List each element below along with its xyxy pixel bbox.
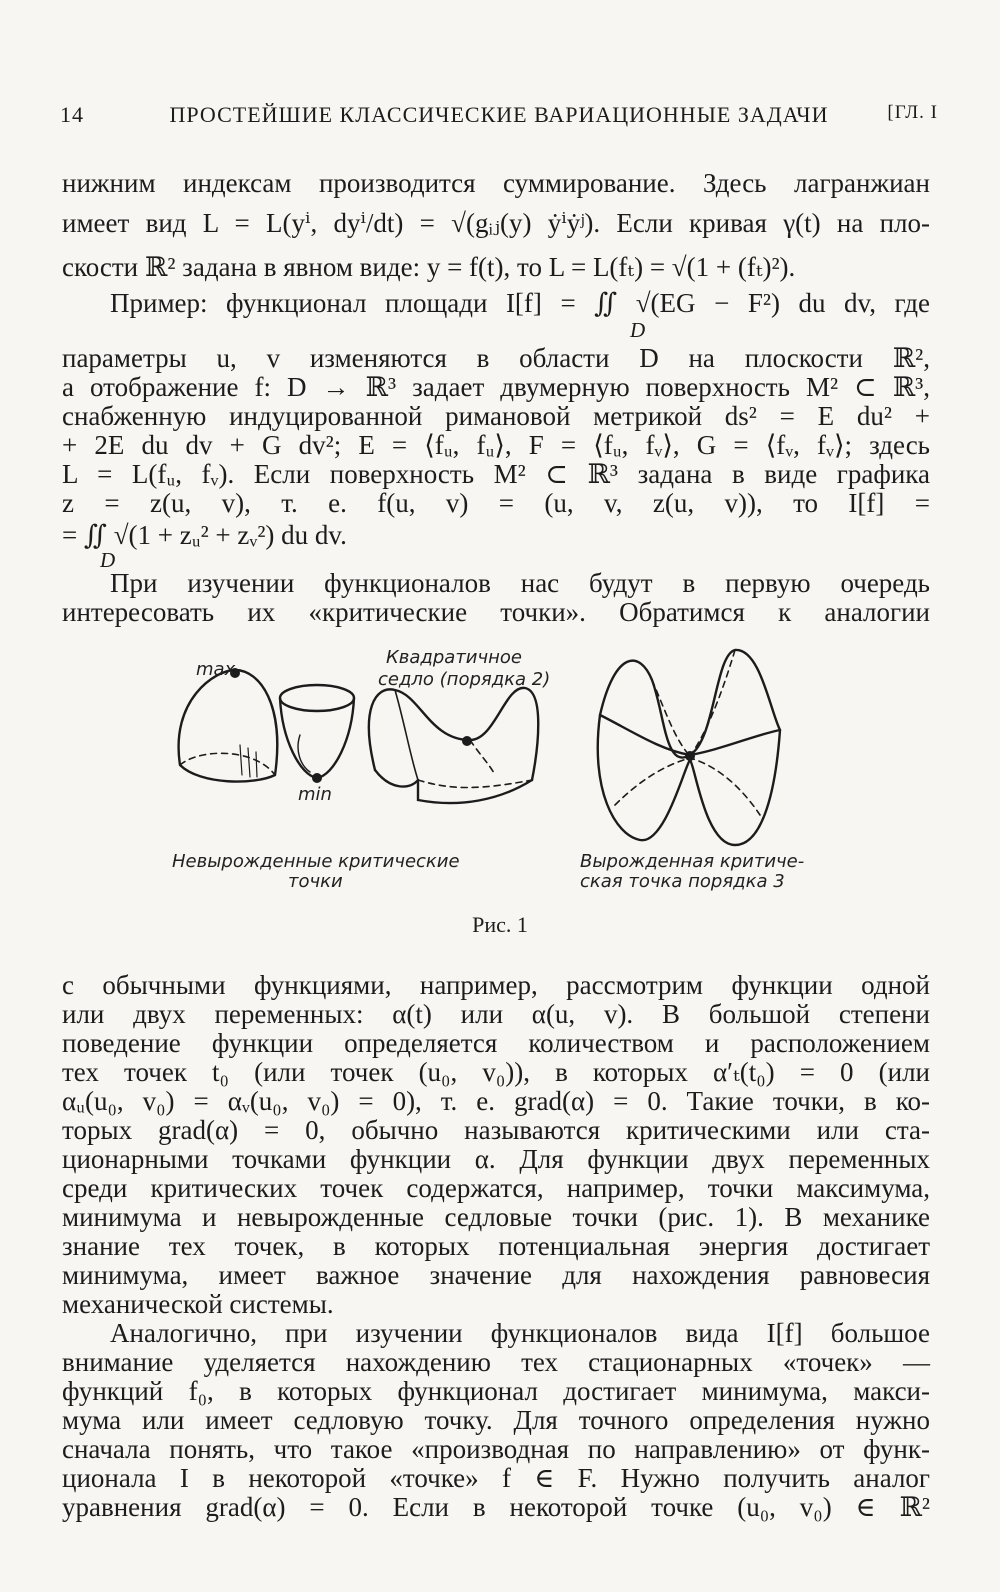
text-line: функций f₀, в которых функционал достигает минимума, макси- <box>62 1376 930 1406</box>
text-line: скости ℝ² задана в явном виде: y = f(t), то L = L(fₜ) = √(1 + (fₜ)²). <box>62 252 796 282</box>
text-line: мума или имеет седловую точку. Для точного определения нужно <box>62 1405 930 1435</box>
label-saddle-line1: Квадратичное <box>386 647 522 668</box>
text-line: αᵤ(u₀, v₀) = αᵥ(u₀, v₀) = 0), т. е. grad(α) = 0. Такие точки, в ко- <box>62 1086 930 1116</box>
text-line: При изучении функционалов нас будут в первую очередь <box>110 568 930 598</box>
label-min: min <box>298 784 332 805</box>
integral-subscript: D <box>100 548 116 572</box>
text-line: минимума и невырожденные седловые точки (рис. 1). В механике <box>62 1202 930 1232</box>
figure-caption: Рис. 1 <box>472 912 528 937</box>
saddle-surface <box>369 688 538 803</box>
min-point <box>312 773 322 783</box>
text-line: ционала I в некоторой «точке» f ∈ F. Нужно получить аналог <box>62 1463 930 1493</box>
label-max: max <box>196 659 236 680</box>
integral-subscript: D <box>630 318 646 342</box>
text-line: интересовать их «критические точки». Обратимся к аналогии <box>62 597 930 627</box>
text-line: + 2E du dv + G dv²; E = ⟨fᵤ, fᵤ⟩, F = ⟨fᵤ, fᵥ⟩, G = ⟨fᵥ, fᵥ⟩; здесь <box>62 430 930 460</box>
running-header <box>60 102 938 132</box>
text-line: уравнения grad(α) = 0. Если в некоторой точке (u₀, v₀) ∈ ℝ² <box>62 1492 930 1522</box>
text-line: нижним индексам производится суммирование. Здесь лагранжиан <box>62 168 930 198</box>
text-line: z = z(u, v), т. е. f(u, v) = (u, v, z(u, v)), то I[f] = <box>62 488 930 518</box>
monkey-saddle <box>598 650 780 845</box>
text-line: Пример: функционал площади I[f] = ∬ √(EG − F²) du dv, где <box>110 288 930 318</box>
label-degenerate-line2: ская точка порядка 3 <box>580 871 785 892</box>
text-line: минимума, имеет важное значение для нахождения равновесия <box>62 1260 930 1290</box>
text-line: тех точек t₀ (или точек (u₀, v₀)), в которых α′ₜ(t₀) = 0 (или <box>62 1057 930 1087</box>
text-line: среди критических точек содержатся, например, точки максимума, <box>62 1173 930 1203</box>
label-nondegenerate-line2: точки <box>288 871 343 892</box>
text-line: или двух переменных: α(t) или α(u, v). В большой степени <box>62 999 930 1029</box>
text-line: с обычными функциями, например, рассмотрим функции одной <box>62 970 930 1000</box>
min-surface <box>280 685 354 783</box>
degenerate-point <box>685 751 695 761</box>
text-line: торых grad(α) = 0, обычно называются критическими или ста- <box>62 1115 930 1145</box>
figure-critical-points <box>160 640 840 920</box>
text-line: снабженную индуцированной римановой метрикой ds² = E du² + <box>62 401 930 431</box>
text-line: имеет вид L = L(yⁱ, dyⁱ/dt) = √(gᵢⱼ(y) ẏⁱẏʲ). Если кривая γ(t) на пло- <box>62 208 930 238</box>
label-degenerate-line1: Вырожденная критиче- <box>580 851 805 872</box>
text-line: механической системы. <box>62 1289 334 1319</box>
text-line: внимание уделяется нахождению тех стационарных «точек» — <box>62 1347 930 1377</box>
text-line: поведение функции определяется количеством и расположением <box>62 1028 930 1058</box>
text-line: а отображение f: D → ℝ³ задает двумерную поверхность M² ⊂ ℝ³, <box>62 372 930 402</box>
text-line: знание тех точек, в которых потенциальная энергия достигает <box>62 1231 930 1261</box>
text-line: ционарными точками функции α. Для функции двух переменных <box>62 1144 930 1174</box>
chapter-marker: [ГЛ. I <box>887 102 938 123</box>
text-line: Аналогично, при изучении функционалов вида I[f] большое <box>110 1318 930 1348</box>
text-line: параметры u, v изменяются в области D на плоскости ℝ², <box>62 343 930 373</box>
running-title: ПРОСТЕЙШИЕ КЛАССИЧЕСКИЕ ВАРИАЦИОННЫЕ ЗАДАЧИ <box>169 102 829 127</box>
max-surface <box>179 668 278 782</box>
saddle-point <box>462 736 472 746</box>
label-nondegenerate-line1: Невырожденные критические <box>172 851 460 872</box>
text-line: сначала понять, что такое «производная по направлению» от функ- <box>62 1434 930 1464</box>
text-line: L = L(fᵤ, fᵥ). Если поверхность M² ⊂ ℝ³ задана в виде графика <box>62 459 930 489</box>
label-saddle-line2: седло (порядка 2) <box>378 669 551 690</box>
text-line: = ∬ √(1 + zᵤ² + zᵥ²) du dv. <box>62 520 347 550</box>
page-number: 14 <box>60 102 84 127</box>
